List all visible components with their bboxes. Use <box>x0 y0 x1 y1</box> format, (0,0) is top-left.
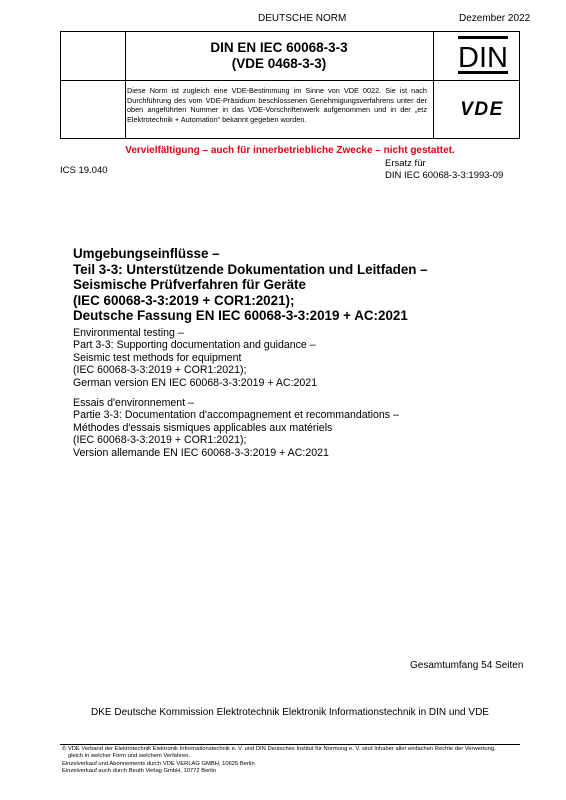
replacement-value: DIN IEC 60068-3-3:1993-09 <box>385 169 504 181</box>
title-line: Partie 3-3: Documentation d'accompagnement et recommandations – <box>73 409 399 422</box>
copy-warning: Vervielfältigung – auch für innerbetriebliche Zwecke – nicht gestattet. <box>125 145 455 156</box>
frame-divider-left <box>125 32 126 138</box>
title-line: Méthodes d'essais sismiques applicables aux matériels <box>73 421 333 434</box>
title-line: (IEC 60068-3-3:2019 + COR1:2021); <box>73 364 247 377</box>
title-french <box>73 397 513 459</box>
standard-number: DIN EN IEC 60068-3-3 <box>210 40 348 55</box>
din-logo-text: DIN <box>458 42 508 74</box>
title-german <box>73 246 513 324</box>
footer-line: gleich in welcher Form und welchem Verfahren. <box>68 753 191 760</box>
norm-type-label: DEUTSCHE NORM <box>258 13 347 24</box>
title-frame <box>60 31 520 139</box>
frame-divider-right <box>433 32 434 138</box>
dke-line: DKE Deutsche Kommission Elektrotechnik Elektronik Informationstechnik in DIN und VDE <box>91 707 489 718</box>
vde-notice: Diese Norm ist zugleich eine VDE-Bestimmung im Sinne von VDE 0022. Sie ist nach Durchführung des vom VDE-Präsidium beschlossenen Genehmigungsverfahrens unter der oben angeführten Nummer in das VDE-Vorschriftenwerk aufgenommen und in der „etz Elektrotechnik + Automation“ bekannt gegeben worden. <box>127 86 427 124</box>
din-logo <box>458 36 508 79</box>
title-line: Umgebungseinflüsse – <box>73 246 220 261</box>
replacement-info <box>385 158 503 181</box>
footer-line: Einzelverkauf und Abonnements durch VDE VERLAG GMBH, 10625 Berlin <box>62 760 255 767</box>
total-pages: Gesamtumfang 54 Seiten <box>410 660 524 671</box>
publication-date: Dezember 2022 <box>459 13 531 24</box>
frame-divider-horizontal <box>61 80 519 81</box>
footer-line: Einzelverkauf auch durch Beuth Verlag GmbH, 10772 Berlin <box>62 767 217 774</box>
title-line: Essais d'environnement – <box>73 397 194 409</box>
standard-number-block <box>127 40 431 72</box>
vde-logo: VDE <box>460 99 504 120</box>
title-line: Environmental testing – <box>73 327 184 339</box>
title-english <box>73 327 513 389</box>
footer-line: © VDE Verband der Elektrotechnik Elektronik Informationstechnik e. V. und DIN Deutsches Institut für Normung e. V. sind Inhaber aller einfachen Rechte der Verwertung, <box>62 746 496 752</box>
title-line: (IEC 60068-3-3:2019 + COR1:2021); <box>73 292 295 308</box>
title-line: Seismic test methods for equipment <box>73 351 242 364</box>
title-line: Part 3-3: Supporting documentation and guidance – <box>73 339 316 352</box>
vde-number: (VDE 0468-3-3) <box>231 56 327 71</box>
footer-divider <box>60 744 520 745</box>
title-line: Deutsche Fassung EN IEC 60068-3-3:2019 + AC:2021 <box>73 308 408 324</box>
copyright-footer <box>62 746 522 775</box>
title-line: German version EN IEC 60068-3-3:2019 + AC:2021 <box>73 376 318 389</box>
ics-code: ICS 19.040 <box>60 165 108 176</box>
title-line: Seismische Prüfverfahren für Geräte <box>73 277 306 293</box>
title-line: Teil 3-3: Unterstützende Dokumentation und Leitfaden – <box>73 261 428 277</box>
title-line: (IEC 60068-3-3:2019 + COR1:2021); <box>73 434 247 447</box>
title-line: Version allemande EN IEC 60068-3-3:2019 + AC:2021 <box>73 446 329 459</box>
replacement-label: Ersatz für <box>385 158 426 169</box>
